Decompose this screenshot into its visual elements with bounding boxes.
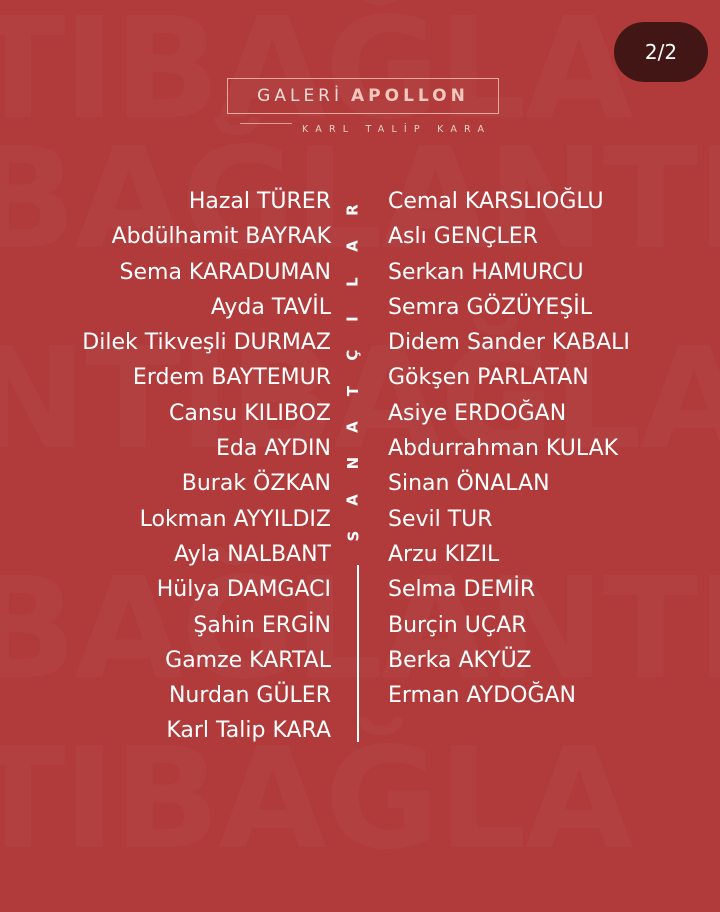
artist-name: Cansu KILIBOZ bbox=[169, 400, 331, 426]
artist-name: Burçin UÇAR bbox=[388, 612, 527, 638]
artist-name: Asiye ERDOĞAN bbox=[388, 400, 567, 426]
vertical-label-letter: A bbox=[343, 421, 362, 434]
artist-name: Hülya DAMGACI bbox=[156, 577, 331, 603]
artists-left-column bbox=[82, 186, 331, 751]
artist-name: Sinan ÖNALAN bbox=[388, 471, 550, 497]
vertical-label-letter: T bbox=[343, 385, 362, 397]
artist-name: Selma DEMİR bbox=[388, 577, 536, 603]
artist-name: Berka AKYÜZ bbox=[388, 647, 532, 673]
artist-name: Abdurrahman KULAK bbox=[388, 436, 619, 462]
logo-name: APOLLON bbox=[351, 86, 469, 106]
vertical-label-letter: S bbox=[343, 530, 362, 542]
artist-name: Sevil TUR bbox=[388, 506, 493, 532]
watermark-text bbox=[0, 730, 631, 870]
vertical-label-letter: Ç bbox=[343, 349, 362, 361]
logo-prefix: GALERİ bbox=[257, 86, 344, 106]
vertical-label-letter: N bbox=[343, 457, 362, 470]
artist-name: Burak ÖZKAN bbox=[181, 471, 331, 497]
artist-name: Erdem BAYTEMUR bbox=[132, 365, 331, 391]
subtitle-rule bbox=[240, 123, 292, 124]
artist-name: Abdülhamit BAYRAK bbox=[111, 224, 331, 250]
artist-name: Didem Sander KABALI bbox=[388, 330, 630, 356]
artist-name: Gökşen PARLATAN bbox=[388, 365, 589, 391]
artists-right-column bbox=[388, 186, 630, 715]
artist-name: Nurdan GÜLER bbox=[168, 683, 331, 709]
artist-name: Lokman AYYILDIZ bbox=[139, 506, 331, 532]
vertical-label-letter: A bbox=[343, 493, 362, 506]
artist-name: Semra GÖZÜYEŞİL bbox=[388, 294, 593, 320]
page-counter-badge[interactable]: 2/2 bbox=[614, 22, 708, 82]
artist-name: Karl Talip KARA bbox=[166, 718, 331, 744]
artist-name: Şahin ERGİN bbox=[193, 612, 331, 638]
vertical-label-letter: R bbox=[343, 204, 362, 216]
artist-name: Erman AYDOĞAN bbox=[388, 683, 576, 709]
logo-subtitle: KARL TALİP KARA bbox=[302, 124, 492, 135]
artist-name: Dilek Tikveşli DURMAZ bbox=[82, 330, 331, 356]
vertical-label-letter: L bbox=[343, 277, 362, 288]
vertical-label-letter: A bbox=[343, 240, 362, 253]
artist-name: Ayla NALBANT bbox=[174, 541, 331, 567]
artist-name: Eda AYDIN bbox=[215, 436, 331, 462]
gallery-logo bbox=[227, 78, 499, 114]
artist-name: Gamze KARTAL bbox=[165, 647, 331, 673]
vertical-label-letter: I bbox=[343, 315, 362, 322]
column-divider bbox=[357, 565, 359, 742]
artist-name: Arzu KIZIL bbox=[388, 541, 500, 567]
artist-name: Sema KARADUMAN bbox=[119, 259, 331, 285]
artist-name: Aslı GENÇLER bbox=[388, 224, 538, 250]
artists-vertical-label bbox=[343, 192, 371, 554]
artist-name: Hazal TÜRER bbox=[188, 189, 331, 214]
artist-name: Serkan HAMURCU bbox=[388, 259, 584, 285]
artist-name: Cemal KARSLIOĞLU bbox=[388, 189, 604, 214]
artist-name: Ayda TAVİL bbox=[210, 294, 331, 320]
